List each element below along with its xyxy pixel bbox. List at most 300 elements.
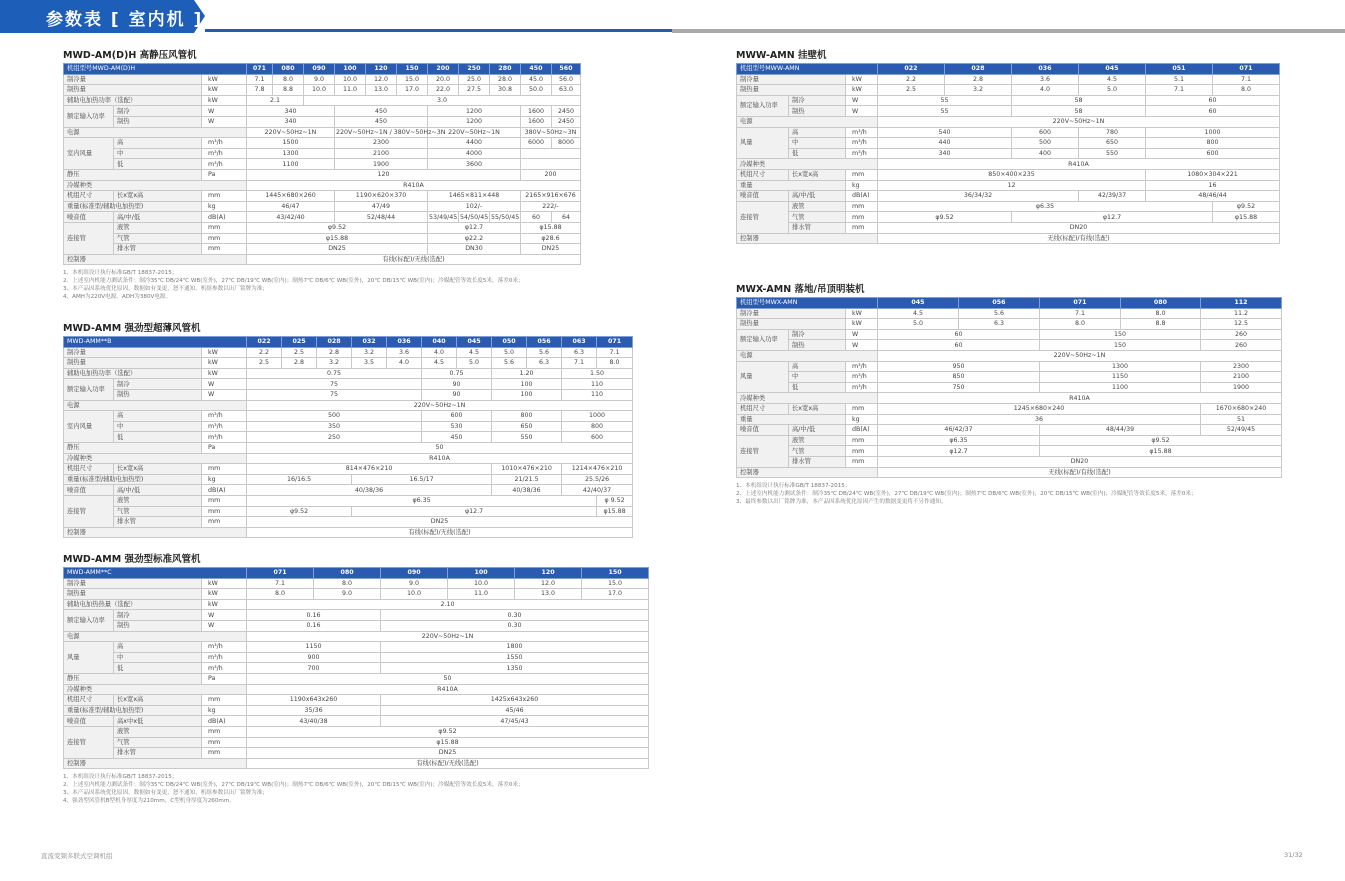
- value-cell: 1670×680×240: [1201, 403, 1282, 414]
- value-cell: 650: [1079, 138, 1146, 149]
- row-label: 电源: [64, 127, 247, 138]
- row-label: 制热量: [737, 85, 846, 96]
- model-code: 028: [317, 337, 352, 348]
- value-cell: 102/-: [428, 201, 521, 212]
- unit-cell: m³/h: [202, 148, 247, 159]
- row-label: 高: [114, 411, 202, 422]
- value-cell: 3.6: [1012, 74, 1079, 85]
- value-cell: 750: [878, 382, 1040, 393]
- value-cell: 47/49: [335, 201, 428, 212]
- unit-cell: kg: [846, 180, 878, 191]
- row-label: 气管: [114, 737, 202, 748]
- table-row: [64, 138, 581, 149]
- value-cell: 15.0: [582, 578, 649, 589]
- value-cell: 1465×811×448: [428, 191, 521, 202]
- value-cell: 4.5: [422, 358, 457, 369]
- model-code: 063: [562, 337, 597, 348]
- row-label: 静压: [64, 169, 202, 180]
- value-cell: 4.0: [422, 347, 457, 358]
- value-cell: 1080×304×221: [1146, 169, 1280, 180]
- unit-cell: dB(A): [846, 425, 878, 436]
- page-title: 参数表 [ 室内机 ]: [46, 10, 204, 30]
- spec-table: [63, 336, 633, 538]
- value-cell: 17.0: [582, 589, 649, 600]
- value-cell: 2.5: [282, 347, 317, 358]
- row-label: 电源: [737, 116, 878, 127]
- value-cell: 2300: [335, 138, 428, 149]
- value-cell: 540: [878, 127, 1012, 138]
- value-cell: 11.2: [1201, 308, 1282, 319]
- unit-cell: m³/h: [846, 361, 878, 372]
- value-cell: 58: [1012, 95, 1146, 106]
- value-cell: 11.0: [448, 589, 515, 600]
- table-row: [737, 393, 1282, 404]
- value-cell: 4.5: [457, 347, 492, 358]
- row-label: 重量(标准型/辅助电加热型): [64, 201, 202, 212]
- value-cell: 2.8: [317, 347, 352, 358]
- value-cell: 110: [562, 389, 633, 400]
- value-cell: 10.0: [448, 578, 515, 589]
- value-cell: φ9.52: [1213, 201, 1280, 212]
- row-label: 中: [789, 372, 846, 383]
- value-cell: 10.0: [335, 74, 366, 85]
- row-label: 制热: [114, 389, 202, 400]
- note-line: 1、本机组设计执行标准GB/T 18837-2015；: [63, 774, 178, 781]
- table-row: [64, 116, 581, 127]
- table-row: [64, 716, 649, 727]
- value-cell: 3.6: [387, 347, 422, 358]
- unit-cell: kW: [846, 308, 878, 319]
- value-cell: 220V~50Hz~1N: [247, 127, 335, 138]
- row-label: 排水管: [114, 244, 202, 255]
- value-cell: 250: [247, 432, 422, 443]
- value-cell: 220V~50Hz~1N: [247, 400, 633, 411]
- row-label: 长x宽x高: [789, 169, 846, 180]
- value-cell: 550: [492, 432, 562, 443]
- value-cell: 4.5: [878, 308, 959, 319]
- value-cell: φ15.88: [247, 233, 428, 244]
- spec-section-mwx-amn: [736, 281, 1282, 506]
- table-row: [737, 435, 1282, 446]
- value-cell: φ15.88: [521, 222, 581, 233]
- table-row: [64, 233, 581, 244]
- table-row: [64, 453, 633, 464]
- row-label: 低: [789, 382, 846, 393]
- value-cell: 600: [1012, 127, 1079, 138]
- unit-cell: Pa: [202, 442, 247, 453]
- row-label: 机组尺寸: [64, 191, 114, 202]
- value-cell: 550: [1079, 148, 1146, 159]
- unit-cell: kW: [202, 578, 247, 589]
- row-label: 制冷量: [64, 347, 202, 358]
- table-row: [64, 222, 581, 233]
- value-cell: 260: [1201, 340, 1282, 351]
- unit-cell: dB(A): [202, 716, 247, 727]
- value-cell: 2.5: [247, 358, 282, 369]
- model-code: 022: [247, 337, 282, 348]
- value-cell: 8.0: [314, 578, 381, 589]
- table-row: [64, 610, 649, 621]
- unit-cell: mm: [202, 506, 247, 517]
- value-cell: 4.0: [387, 358, 422, 369]
- value-cell: 5.1: [1146, 74, 1213, 85]
- value-cell: 100: [492, 379, 562, 390]
- value-cell: 48/44/39: [1040, 425, 1201, 436]
- row-label: 排水管: [114, 748, 202, 759]
- value-cell: 6.3: [527, 358, 562, 369]
- value-cell: 1150: [247, 642, 381, 653]
- model-code: 056: [959, 298, 1040, 309]
- unit-cell: m³/h: [202, 421, 247, 432]
- row-label: 额定输入功率: [737, 95, 789, 116]
- value-cell: 260: [1201, 329, 1282, 340]
- row-label: 长x宽x高: [114, 464, 202, 475]
- row-label: 高/中/低: [114, 485, 202, 496]
- value-cell: φ6.35: [878, 201, 1213, 212]
- value-cell: 7.1: [1213, 74, 1280, 85]
- row-label: 低: [789, 148, 846, 159]
- row-label: 机组尺寸: [737, 169, 789, 180]
- unit-cell: m³/h: [846, 127, 878, 138]
- row-label: 液管: [789, 201, 846, 212]
- value-cell: 220V~50Hz~1N: [247, 631, 649, 642]
- table-row: [64, 642, 649, 653]
- unit-cell: kW: [202, 95, 247, 106]
- value-cell: φ28.6: [521, 233, 581, 244]
- unit-cell: kW: [202, 74, 247, 85]
- note-line: 3、最终参数以出厂铭牌为准，本产品因系统优化原因产生的数据变更将不另作通知。: [736, 499, 947, 506]
- unit-cell: W: [202, 620, 247, 631]
- value-cell: φ9.52: [247, 726, 649, 737]
- row-label: 连接管: [737, 435, 789, 467]
- row-label: 低: [114, 432, 202, 443]
- value-cell: 1445×680×260: [247, 191, 335, 202]
- value-cell: 75: [247, 379, 422, 390]
- value-cell: 2450: [552, 106, 581, 117]
- model-code: 036: [387, 337, 422, 348]
- table-row: [64, 191, 581, 202]
- value-cell: 55: [878, 95, 1012, 106]
- value-cell: 16.5/17: [352, 474, 492, 485]
- table-row: [64, 347, 633, 358]
- table-header-row: [64, 337, 633, 348]
- row-label: 辅助电加热热量（选配）: [64, 599, 202, 610]
- value-cell: 25.0: [459, 74, 490, 85]
- unit-cell: Pa: [202, 673, 247, 684]
- value-cell: 60: [1146, 106, 1280, 117]
- value-cell: 8.0: [1121, 308, 1201, 319]
- table-row: [64, 578, 649, 589]
- table-row: [737, 85, 1280, 96]
- table-row: [64, 684, 649, 695]
- value-cell: 380V~50Hz~3N: [521, 127, 581, 138]
- unit-cell: kW: [846, 74, 878, 85]
- value-cell: 3.2: [352, 347, 387, 358]
- value-cell: φ9.52: [878, 212, 1012, 223]
- table-row: [64, 748, 649, 759]
- row-label: 制热量: [64, 358, 202, 369]
- unit-cell: kW: [846, 319, 878, 330]
- row-label: 低: [114, 159, 202, 170]
- value-cell: 51: [1201, 414, 1282, 425]
- unit-cell: mm: [202, 244, 247, 255]
- model-code: 025: [282, 337, 317, 348]
- value-cell: 13.0: [366, 85, 397, 96]
- unit-cell: kg: [202, 474, 247, 485]
- table-row: [737, 382, 1282, 393]
- value-cell: 3600: [428, 159, 521, 170]
- value-cell: 5.6: [959, 308, 1040, 319]
- row-label: 重量(标准型/辅助电加热型): [64, 705, 202, 716]
- value-cell: 12.0: [366, 74, 397, 85]
- value-cell: 2.8: [945, 74, 1012, 85]
- table-row: [737, 127, 1280, 138]
- unit-cell: kW: [202, 347, 247, 358]
- value-cell: 60: [878, 329, 1040, 340]
- table-row: [64, 254, 581, 265]
- table-row: [64, 180, 581, 191]
- value-cell: 1600: [521, 106, 552, 117]
- value-cell: 5.6: [492, 358, 527, 369]
- value-cell: 3.2: [945, 85, 1012, 96]
- value-cell: 2300: [1201, 361, 1282, 372]
- row-label: 冷媒种类: [737, 393, 878, 404]
- value-cell: φ15.88: [1213, 212, 1280, 223]
- unit-cell: Pa: [202, 169, 247, 180]
- value-cell: 4.5: [1079, 74, 1146, 85]
- value-cell: 1000: [562, 411, 633, 422]
- value-cell: 800: [562, 421, 633, 432]
- value-cell: 10.0: [381, 589, 448, 600]
- value-cell: 11.0: [335, 85, 366, 96]
- value-cell: 64: [552, 212, 581, 223]
- value-cell: 800: [492, 411, 562, 422]
- row-label: 连接管: [64, 495, 114, 527]
- unit-cell: mm: [202, 233, 247, 244]
- row-label: 冷媒种类: [737, 159, 878, 170]
- row-label: 排水管: [789, 456, 846, 467]
- unit-cell: mm: [202, 695, 247, 706]
- model-code: 080: [314, 568, 381, 579]
- value-cell: 8.8: [273, 85, 304, 96]
- row-label: 冷媒种类: [64, 684, 247, 695]
- value-cell: 450: [335, 116, 428, 127]
- footer-page-number: 31/32: [1284, 851, 1303, 859]
- value-cell: 1300: [1040, 361, 1201, 372]
- section-notes: [63, 773, 649, 805]
- row-label: 制热: [789, 106, 846, 117]
- value-cell: 0.75: [247, 368, 422, 379]
- model-code: 120: [515, 568, 582, 579]
- row-label: 高/中/低: [789, 191, 846, 202]
- spec-section-mwd-amdh: [63, 47, 581, 301]
- table-row: [737, 95, 1280, 106]
- value-cell: 54/50/45: [460, 213, 489, 221]
- unit-cell: m³/h: [202, 159, 247, 170]
- unit-cell: m³/h: [202, 652, 247, 663]
- value-cell: 52/48/44: [335, 212, 428, 223]
- row-label: 机组尺寸: [64, 464, 114, 475]
- value-cell: 100: [492, 389, 562, 400]
- value-cell: 0.16: [247, 620, 381, 631]
- model-code: 045: [878, 298, 959, 309]
- value-cell: 340: [247, 106, 335, 117]
- table-row: [737, 319, 1282, 330]
- value-cell: φ12.7: [1012, 212, 1213, 223]
- value-cell: 2450: [552, 116, 581, 127]
- row-label: 机组尺寸: [737, 403, 789, 414]
- value-cell: DN25: [247, 748, 649, 759]
- value-cell: 8.8: [1121, 319, 1201, 330]
- row-label: 电源: [64, 631, 247, 642]
- table-row: [737, 372, 1282, 383]
- value-cell: 1200: [428, 106, 521, 117]
- model-code: 090: [381, 568, 448, 579]
- value-cell: [521, 159, 581, 170]
- table-row: [64, 620, 649, 631]
- value-cell: 350: [247, 421, 422, 432]
- row-label: 控制器: [64, 758, 247, 769]
- value-cell: φ15.88: [247, 737, 649, 748]
- row-label: 冷媒种类: [64, 180, 247, 191]
- value-cell: 46/42/37: [878, 425, 1040, 436]
- row-label: 气管: [789, 446, 846, 457]
- row-label: 制冷: [114, 379, 202, 390]
- value-cell: 8.0: [273, 74, 304, 85]
- spec-table: [736, 63, 1280, 244]
- table-row: [737, 159, 1280, 170]
- value-cell: 2.5: [878, 85, 945, 96]
- unit-cell: m³/h: [202, 432, 247, 443]
- value-cell: R410A: [878, 393, 1282, 404]
- value-cell: φ9.52: [247, 222, 428, 233]
- table-header-row: [737, 298, 1282, 309]
- value-cell: 440: [878, 138, 1012, 149]
- spec-section-mwd-amm-c: [63, 551, 649, 805]
- value-cell: 50.0: [521, 85, 552, 96]
- value-cell: 110: [562, 379, 633, 390]
- value-cell: 15.0: [397, 74, 428, 85]
- unit-cell: mm: [202, 748, 247, 759]
- row-label: 制热量: [737, 319, 846, 330]
- value-cell: 1150: [1040, 372, 1201, 383]
- value-cell: [521, 148, 581, 159]
- value-cell: 340: [247, 116, 335, 127]
- value-cell: 2.10: [247, 599, 649, 610]
- row-label: 噪音值: [64, 212, 114, 223]
- value-cell: 7.1: [597, 347, 633, 358]
- row-label: 噪音值: [64, 485, 114, 496]
- value-cell: 1100: [1040, 382, 1201, 393]
- row-label: 重量: [737, 414, 846, 425]
- value-cell: 1200: [428, 116, 521, 127]
- value-cell: 5.6: [527, 347, 562, 358]
- value-cell: φ9.52: [247, 506, 352, 517]
- section-notes: [736, 482, 1282, 506]
- unit-cell: mm: [846, 169, 878, 180]
- value-cell: 2100: [1201, 372, 1282, 383]
- value-cell: 43/40/38: [247, 716, 381, 727]
- row-label: 控制器: [737, 467, 878, 478]
- value-cell: 1.50: [562, 368, 633, 379]
- section-title: MWW-AMN 挂壁机: [736, 50, 827, 61]
- value-cell: 9.0: [381, 578, 448, 589]
- unit-cell: mm: [846, 456, 878, 467]
- unit-cell: W: [202, 379, 247, 390]
- row-label: 液管: [789, 435, 846, 446]
- value-cell: 43/42/40: [247, 212, 335, 223]
- value-cell: 16/16.5: [247, 474, 352, 485]
- unit-cell: mm: [202, 222, 247, 233]
- value-cell: 1800: [381, 642, 649, 653]
- value-cell: 0.30: [381, 610, 649, 621]
- model-code: 150: [397, 64, 428, 75]
- note-line: 1、本机组设计执行标准GB/T 18837-2015；: [63, 270, 178, 277]
- row-label: 液管: [114, 495, 202, 506]
- value-cell: φ12.7: [428, 222, 521, 233]
- unit-cell: m³/h: [202, 663, 247, 674]
- table-row: [737, 308, 1282, 319]
- section-title: MWD-AMM 强劲型超薄风管机: [63, 323, 201, 334]
- table-row: [64, 495, 633, 506]
- value-cell: 600: [562, 432, 633, 443]
- value-cell: 4.0: [1012, 85, 1079, 96]
- value-cell: φ12.7: [878, 446, 1040, 457]
- table-row: [64, 212, 581, 223]
- row-label: 气管: [114, 233, 202, 244]
- note-line: 1、本机组设计执行标准GB/T 18837-2015；: [736, 483, 851, 490]
- value-cell: 220V~50Hz~1N: [878, 116, 1280, 127]
- table-row: [737, 233, 1280, 244]
- value-cell: 2165×916×676: [521, 191, 581, 202]
- row-label: 噪音值: [737, 191, 789, 202]
- value-cell: 1010×476×210: [492, 464, 562, 475]
- table-row: [64, 201, 581, 212]
- value-cell: 3.2: [317, 358, 352, 369]
- row-label: 制热: [789, 340, 846, 351]
- value-cell: 22.0: [428, 85, 459, 96]
- table-row: [737, 138, 1280, 149]
- value-cell: 120: [247, 169, 521, 180]
- value-cell: 5.0: [878, 319, 959, 330]
- table-row: [64, 432, 633, 443]
- unit-cell: W: [846, 340, 878, 351]
- note-line: 2、上述室内机能力测试条件：制冷35℃ DB/24℃ WB(室外)，27℃ DB/19℃ WB(室内)；制热7℃ DB/6℃ WB(室外)，20℃ DB/15℃ WB(室内)；冷媒配管等效长度5米，落差0米；: [63, 278, 524, 285]
- value-cell: 7.1: [562, 358, 597, 369]
- unit-cell: mm: [846, 212, 878, 223]
- table-row: [64, 673, 649, 684]
- value-cell: R410A: [247, 684, 649, 695]
- value-cell: 450: [422, 432, 492, 443]
- spec-table: [63, 567, 649, 769]
- unit-cell: kg: [202, 705, 247, 716]
- value-cell: 50: [247, 673, 649, 684]
- model-code: 150: [582, 568, 649, 579]
- row-label: 制热: [114, 116, 202, 127]
- section-title: MWD-AM(D)H 高静压风管机: [63, 50, 197, 61]
- row-label: 制冷: [114, 610, 202, 621]
- table-row: [737, 467, 1282, 478]
- table-row: [64, 631, 649, 642]
- value-cell: 1245×680×240: [878, 403, 1201, 414]
- table-row: [64, 85, 581, 96]
- table-row: [64, 442, 633, 453]
- model-code: 036: [1012, 64, 1079, 75]
- value-cell: 500: [1012, 138, 1079, 149]
- model-code: 120: [366, 64, 397, 75]
- table-row: [737, 414, 1282, 425]
- value-cell: 60: [521, 212, 552, 223]
